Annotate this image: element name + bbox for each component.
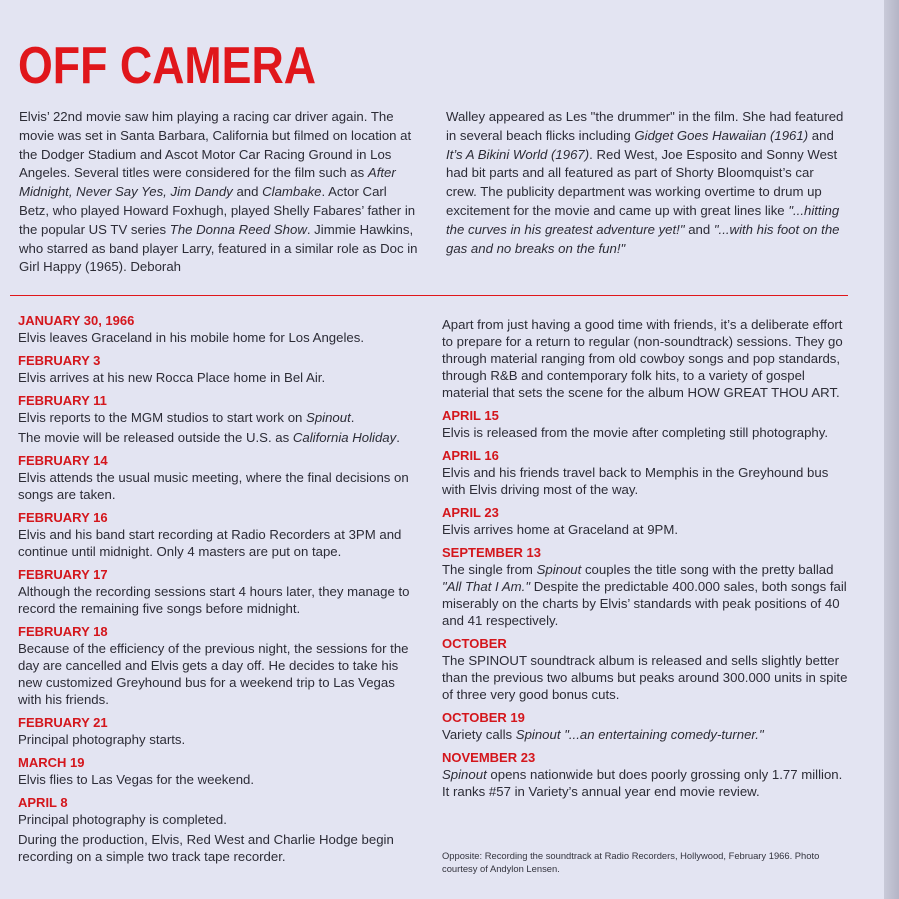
entry-date: FEBRUARY 11 — [18, 393, 107, 408]
entry-text-part: . — [396, 430, 400, 445]
entry-text: Elvis arrives at his new Rocca Place home in Bel Air. — [18, 370, 326, 385]
entry-date: NOVEMBER 23 — [442, 750, 536, 765]
entry-text — [442, 561, 852, 629]
timeline-entry — [442, 407, 852, 441]
intro-italic: The Donna Reed Show — [169, 221, 307, 237]
entry-text: Elvis and his friends travel back to Memphis in the Greyhound bus with Elvis driving most of the way. — [442, 465, 829, 497]
entry-italic: California Holiday — [292, 430, 397, 445]
page-title: OFF CAMERA — [18, 37, 317, 95]
intro-text: Elvis’ 22nd movie saw him playing a racing car driver again. The movie was set in Santa Barbara, California but filmed on location at the Dodger Stadium and Ascot Motor Car Racing Ground in Los Angeles. Several titles were considered for the film such as — [19, 109, 412, 181]
entry-date: FEBRUARY 14 — [18, 453, 108, 468]
entry-date: APRIL 23 — [442, 505, 499, 520]
intro-text: and — [684, 221, 714, 237]
entry-text: Because of the efficiency of the previous night, the sessions for the day are cancelled and Elvis gets a day off. He decides to take his new customized Greyhound bus for a weekend trip to Las Vegas with his friends. — [18, 641, 409, 707]
timeline-column-right — [442, 316, 852, 806]
intro-italic: "...with his foot on the gas and no breaks on the fun!" — [446, 221, 840, 256]
entry-text: Elvis is released from the movie after completing still photography. — [442, 425, 829, 440]
timeline-entry — [18, 754, 418, 788]
intro-italic: It’s A Bikini World (1967) — [446, 146, 590, 162]
timeline-entry — [442, 447, 852, 498]
timeline-entry — [18, 352, 418, 386]
timeline-entry — [442, 709, 852, 743]
entry-date: APRIL 15 — [442, 408, 499, 423]
entry-text — [18, 429, 418, 446]
intro-italic: "...hitting the curves in his greatest adventure yet!" — [446, 202, 840, 237]
entry-text-part: couples the title song with the pretty ballad — [581, 562, 834, 577]
timeline-entry — [18, 509, 418, 560]
intro-text: . Red West, Joe Esposito and Sonny West had bit parts and all featured as part of Shorty Bloomquist’s car crew. The publicity department was working overtime to drum up excitement for the movie and came up with great lines like — [446, 146, 838, 218]
intro-text: and — [808, 127, 834, 143]
entry-text: Elvis arrives home at Graceland at 9PM. — [442, 522, 679, 537]
timeline-entry — [18, 392, 418, 446]
entry-text: Although the recording sessions start 4 hours later, they manage to record the remaining five songs before midnight. — [18, 584, 410, 616]
entry-date: OCTOBER — [442, 636, 507, 651]
entry-text — [442, 726, 852, 743]
book-spine-shadow — [884, 0, 899, 899]
intro-paragraph-right — [446, 108, 846, 258]
section-divider — [10, 295, 848, 296]
intro-paragraph-left — [19, 108, 419, 277]
entry-text: Elvis flies to Las Vegas for the weekend. — [18, 772, 255, 787]
intro-italic: Clambake — [262, 184, 322, 200]
entry-text: Elvis and his band start recording at Radio Recorders at 3PM and continue until midnight. Only 4 masters are put on tape. — [18, 527, 402, 559]
entry-date: APRIL 8 — [18, 795, 68, 810]
timeline-entry — [18, 794, 418, 865]
entry-text: During the production, Elvis, Red West and Charlie Hodge begin recording on a simple two track tape recorder. — [18, 832, 394, 864]
entry-italic: Spinout — [442, 767, 487, 782]
entry-italic: Spinout — [515, 727, 561, 742]
entry-date: JANUARY 30, 1966 — [18, 313, 135, 328]
timeline-entry — [442, 544, 852, 629]
lead-paragraph: Apart from just having a good time with friends, it’s a deliberate effort to prepare for a return to regular (non-soundtrack) sessions. They go through material ranging from old cowboy songs and pop standards, through R&B and contemporary folk hits, to a variety of gospel material that sets the scene for the album HOW GREAT THOU ART. — [442, 317, 843, 400]
entry-date: MARCH 19 — [18, 755, 85, 770]
timeline-entry — [18, 623, 418, 708]
entry-text: Elvis leaves Graceland in his mobile home for Los Angeles. — [18, 330, 364, 345]
entry-text: Elvis attends the usual music meeting, where the final decisions on songs are taken. — [18, 470, 409, 502]
intro-italic: Gidget Goes Hawaiian (1961) — [634, 127, 809, 143]
entry-date: FEBRUARY 18 — [18, 624, 108, 639]
entry-text: Principal photography starts. — [18, 732, 186, 747]
timeline-entry — [442, 749, 852, 800]
entry-italic: Spinout — [536, 562, 582, 577]
entry-date: FEBRUARY 21 — [18, 715, 108, 730]
entry-date: SEPTEMBER 13 — [442, 545, 541, 560]
intro-column-right — [446, 108, 846, 258]
entry-text-part: Despite the predictable 400.000 sales, both songs fail miserably on the charts by Elvis’ standards with peak positions of 40 and 41 respectively. — [442, 579, 847, 628]
intro-column-left — [19, 108, 419, 277]
entry-text-part: Elvis reports to the MGM studios to start work on — [18, 410, 307, 425]
entry-text-part: opens nationwide but does poorly grossing only 1.77 million. It ranks #57 in Variety’s annual year end movie review. — [442, 767, 843, 799]
entry-date: FEBRUARY 17 — [18, 567, 108, 582]
intro-italic: After Midnight, Never Say Yes, Jim Dandy — [19, 165, 396, 200]
timeline-entry — [442, 504, 852, 538]
entry-date: FEBRUARY 3 — [18, 353, 101, 368]
entry-text — [18, 409, 418, 426]
intro-text: Walley appeared as Les "the drummer" in the film. She had featured in several beach flicks including — [446, 109, 844, 143]
timeline-entry — [18, 312, 418, 346]
intro-text: . Actor Carl Betz, who played Howard Foxhugh, played Shelly Fabares’ father in the popular US TV series — [19, 184, 416, 237]
entry-italic: "All That I Am." — [442, 579, 531, 594]
entry-date: APRIL 16 — [442, 448, 499, 463]
entry-text-part: The movie will be released outside the U.S. as — [18, 430, 293, 445]
timeline-entry — [18, 714, 418, 748]
entry-text: Principal photography is completed. — [18, 812, 227, 827]
entry-italic: Spinout — [306, 410, 351, 425]
intro-text: . Jimmie Hawkins, who starred as band player Larry, featured in a similar role as Doc in Girl Happy (1965). Deborah — [19, 221, 418, 275]
entry-text-part: Variety calls — [442, 727, 516, 742]
timeline-entry — [18, 566, 418, 617]
timeline-entry — [18, 452, 418, 503]
entry-date: FEBRUARY 16 — [18, 510, 108, 525]
entry-italic: "...an entertaining comedy-turner." — [564, 727, 764, 742]
entry-text-part: . — [350, 410, 355, 425]
entry-text-part: The single from — [442, 562, 537, 577]
photo-caption: Opposite: Recording the soundtrack at Radio Recorders, Hollywood, February 1966. Photo courtesy of Andylon Lensen. — [442, 850, 820, 874]
entry-date: OCTOBER 19 — [442, 710, 525, 725]
entry-text — [442, 766, 852, 800]
timeline-entry — [442, 635, 852, 703]
timeline-column-left — [18, 312, 418, 871]
entry-text: The SPINOUT soundtrack album is released and sells slightly better than the previous two albums but peaks around 300.000 units in spite of three very good bonus cuts. — [442, 653, 848, 702]
intro-text: and — [232, 184, 263, 200]
